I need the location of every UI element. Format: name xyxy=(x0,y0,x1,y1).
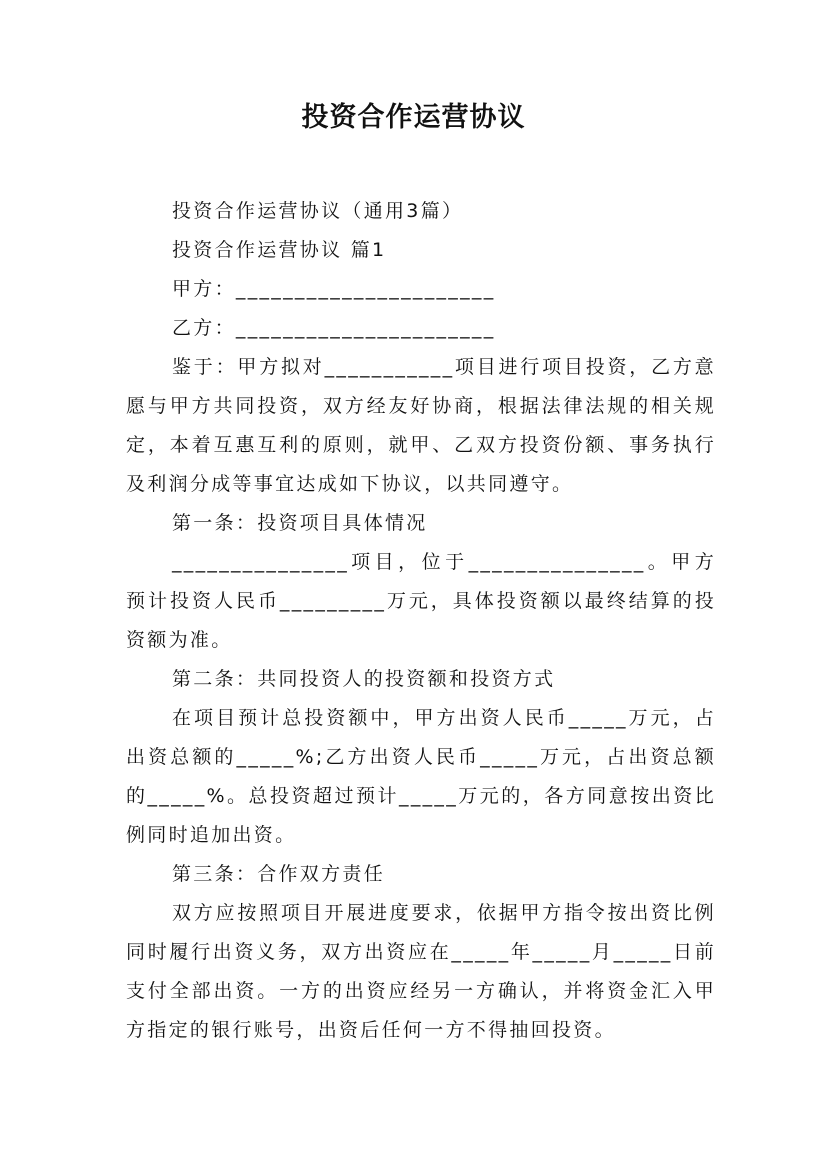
section-heading: 投资合作运营协议 篇1 xyxy=(172,239,387,261)
document-body xyxy=(126,192,716,1050)
article-3-heading: 第三条：合作双方责任 xyxy=(172,863,386,885)
article-2-heading: 第二条：共同投资人的投资额和投资方式 xyxy=(172,668,556,690)
article-1-paragraph: _______________项目，位于_______________。甲方预计投资人民币_________万元，具体投资额以最终结算的投资额为准。 xyxy=(126,551,716,651)
party-b-line: 乙方：______________________ xyxy=(172,317,496,339)
article-3-paragraph: 双方应按照项目开展进度要求，依据甲方指令按出资比例同时履行出资义务，双方出资应在_____年_____月_____日前支付全部出资。一方的出资应经另一方确认，并将资金汇入甲方指定的银行账号，出资后任何一方不得抽回投资。 xyxy=(126,902,716,1041)
subtitle-line: 投资合作运营协议（通用3篇） xyxy=(172,200,464,222)
article-1-heading: 第一条：投资项目具体情况 xyxy=(172,512,428,534)
article-2-paragraph: 在项目预计总投资额中，甲方出资人民币_____万元，占出资总额的_____%;乙方出资人民币_____万元，占出资总额的_____%。总投资超过预计_____万元的，各方同意按出资比例同时追加出资。 xyxy=(126,707,716,846)
party-a-line: 甲方：______________________ xyxy=(172,278,496,300)
document-title: 投资合作运营协议 xyxy=(301,102,526,133)
preamble-paragraph: 鉴于：甲方拟对___________项目进行项目投资，乙方意愿与甲方共同投资，双方经友好协商，根据法律法规的相关规定，本着互惠互利的原则，就甲、乙双方投资份额、事务执行及利润分成等事宜达成如下协议，以共同遵守。 xyxy=(126,356,716,495)
